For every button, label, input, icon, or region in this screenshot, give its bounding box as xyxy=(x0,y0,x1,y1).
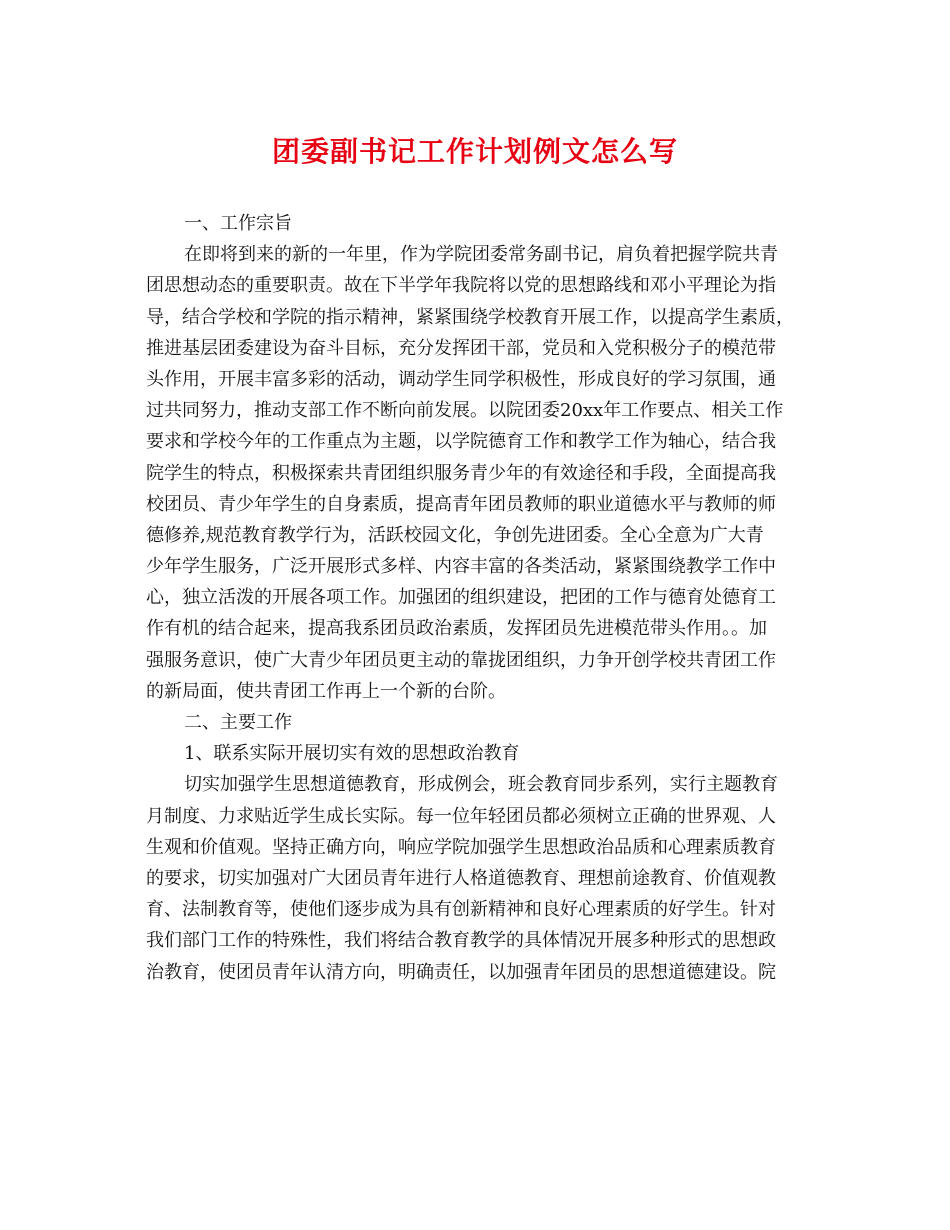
paragraph-line: 校团员、青少年学生的自身素质，提高青年团员教师的职业道德水平与教师的师 xyxy=(146,493,776,515)
subsection-heading: 1、联系实际开展切实有效的思想政治教育 xyxy=(184,743,520,765)
paragraph-line: 德修养,规范教育教学行为，活跃校园文化，争创先进团委。全心全意为广大青 xyxy=(146,524,764,546)
paragraph-line: 推进基层团委建设为奋斗目标，充分发挥团干部，党员和入党积极分子的模范带 xyxy=(146,337,776,359)
paragraph-line: 强服务意识，使广大青少年团员更主动的靠拢团组织，力争开创学校共青团工作 xyxy=(146,649,776,671)
paragraph-line: 过共同努力，推动支部工作不断向前发展。以院团委20xx年工作要点、相关工作 xyxy=(146,400,784,422)
paragraph-line: 育、法制教育等，使他们逐步成为具有创新精神和良好心理素质的好学生。针对 xyxy=(146,899,776,921)
paragraph-line: 的要求，切实加强对广大团员青年进行人格道德教育、理想前途教育、价值观教 xyxy=(146,867,776,889)
section-heading: 二、主要工作 xyxy=(184,712,292,733)
paragraph-line: 头作用，开展丰富多彩的活动，调动学生同学积极性，形成良好的学习氛围，通 xyxy=(146,368,776,390)
paragraph-line: 在即将到来的新的一年里，作为学院团委常务副书记，肩负着把握学院共青 xyxy=(184,244,778,266)
paragraph-line: 切实加强学生思想道德教育，形成例会，班会教育同步系列，实行主题教育 xyxy=(184,774,778,796)
paragraph-line: 月制度、力求贴近学生成长实际。每一位年轻团员都必须树立正确的世界观、人 xyxy=(146,805,776,827)
document-body xyxy=(146,208,806,988)
section-heading: 一、工作宗旨 xyxy=(184,213,292,234)
paragraph-line: 少年学生服务，广泛开展形式多样、内容丰富的各类活动，紧紧围绕教学工作中 xyxy=(146,556,776,578)
paragraph-line: 导，结合学校和学院的指示精神，紧紧围绕学校教育开展工作，以提高学生素质， xyxy=(146,306,794,328)
paragraph-line: 的新局面，使共青团工作再上一个新的台阶。 xyxy=(146,680,506,702)
paragraph-line: 要求和学校今年的工作重点为主题，以学院德育工作和教学工作为轴心，结合我 xyxy=(146,431,776,453)
paragraph-line: 作有机的结合起来，提高我系团员政治素质，发挥团员先进模范带头作用。。加 xyxy=(146,618,767,640)
document-title: 团委副书记工作计划例文怎么写 xyxy=(271,135,678,168)
paragraph-line: 院学生的特点，积极探索共青团组织服务青少年的有效途径和手段，全面提高我 xyxy=(146,462,776,484)
paragraph-line: 我们部门工作的特殊性，我们将结合教育教学的具体情况开展多种形式的思想政 xyxy=(146,930,776,952)
paragraph-line: 生观和价值观。坚持正确方向，响应学院加强学生思想政治品质和心理素质教育 xyxy=(146,836,776,858)
paragraph-line: 治教育，使团员青年认清方向，明确责任，以加强青年团员的思想道德建设。院 xyxy=(146,961,776,983)
paragraph-line: 心，独立活泼的开展各项工作。加强团的组织建设，把团的工作与德育处德育工 xyxy=(146,587,776,609)
paragraph-line: 团思想动态的重要职责。故在下半学年我院将以党的思想路线和邓小平理论为指 xyxy=(146,275,776,297)
